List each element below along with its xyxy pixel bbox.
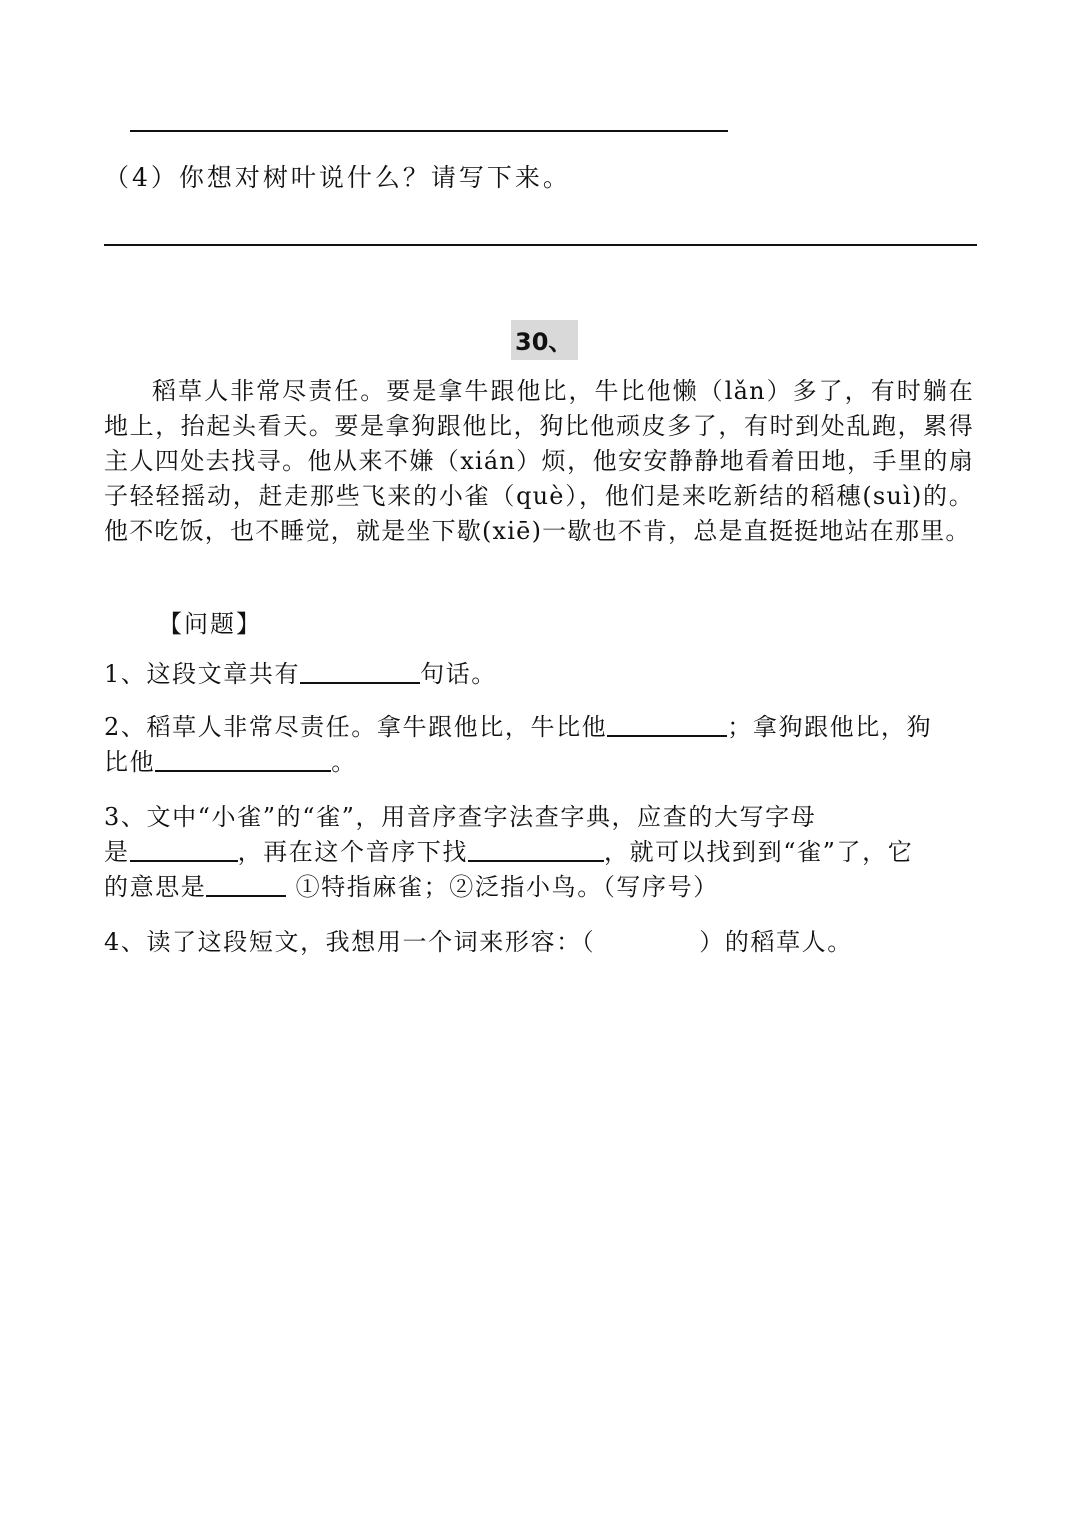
q2-text-a: 2、稻草人非常尽责任。拿牛跟他比，牛比他 — [104, 713, 608, 741]
q4-text-a: 4、读了这段短文，我想用一个词来形容：（ — [104, 928, 596, 956]
q2-text-b: ；拿狗跟他比，狗 — [727, 713, 933, 741]
answer-line-short — [130, 130, 728, 132]
q1-text-a: 1、这段文章共有 — [104, 660, 301, 688]
q3-blank-3[interactable] — [206, 871, 286, 897]
q3-text-c: ，再在这个音序下找 — [237, 838, 469, 866]
q4-text-b: ）的稻草人。 — [699, 928, 853, 956]
questions-heading: 【问题】 — [158, 610, 262, 638]
question-4 — [104, 925, 974, 960]
section-number: 30、 — [511, 320, 578, 360]
prev-question-4: （4）你想对树叶说什么？请写下来。 — [104, 163, 571, 192]
q1-blank[interactable] — [300, 658, 420, 684]
q3-text-f: ①特指麻雀；②泛指小鸟。（写序号） — [286, 873, 719, 901]
q1-text-b: 句话。 — [420, 660, 497, 688]
q3-blank-1[interactable] — [130, 836, 238, 862]
reading-passage: 稻草人非常尽责任。要是拿牛跟他比，牛比他懒（lǎn）多了，有时躺在地上，抬起头看天。要是拿狗跟他比，狗比他顽皮多了，有时到处乱跑，累得主人四处去找寻。他从来不嫌（xián）烦，他安安静静地看着田地，手里的扇子轻轻摇动，赶走那些飞来的小雀（què），他们是来吃新结的稻穗(suì)的。他不吃饭，也不睡觉，就是坐下歇(xiē)一歇也不肯，总是直挺挺地站在那里。 — [104, 377, 974, 545]
q2-blank-2[interactable] — [155, 746, 331, 772]
q3-text-e: 的意思是 — [104, 873, 207, 901]
q3-text-d: ，就可以找到到“雀”了，它 — [604, 838, 914, 866]
q2-text-c: 比他 — [104, 748, 156, 776]
question-1 — [104, 657, 974, 692]
q3-text-a: 3、文中“小雀”的“雀”，用音序查字法查字典，应查的大写字母 — [104, 803, 817, 831]
question-3 — [104, 800, 974, 905]
q2-text-d: 。 — [331, 748, 357, 776]
q3-blank-2[interactable] — [468, 836, 604, 862]
answer-line-long — [104, 244, 977, 246]
q2-blank-1[interactable] — [607, 711, 727, 737]
question-2 — [104, 710, 974, 780]
q3-text-b: 是 — [104, 838, 130, 866]
